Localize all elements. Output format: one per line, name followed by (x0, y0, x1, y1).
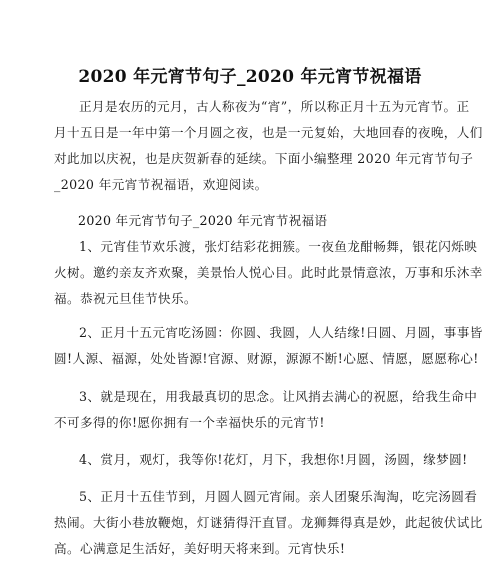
wish-line: 福。恭祝元旦佳节快乐。 (54, 291, 197, 306)
intro-line: _2020 年元宵节祝福语，欢迎阅读。 (54, 177, 268, 192)
wish-line: 2、正月十五元宵吃汤圆：你圆、我圆，人人结缘!日圆、月圆，事事皆 (79, 325, 483, 340)
wish-line: 3、就是现在，用我最真切的思念。让风捎去满心的祝愿，给我生命中 (79, 389, 478, 404)
section-heading: 2020 年元宵节句子_2020 年元宵节祝福语 (78, 213, 328, 228)
wish-line: 热闹。大街小巷放鞭炮，灯谜猜得汗直冒。龙狮舞得真是妙，此起彼伏试比 (54, 515, 483, 530)
wish-line: 1、元宵佳节欢乐渡，张灯结彩花拥簇。一夜鱼龙酣畅舞，银花闪烁映 (79, 239, 478, 254)
intro-paragraph (54, 94, 483, 198)
wish-item-2 (54, 320, 483, 372)
wish-line: 圆!人源、福源，处处皆源!官源、财源，源源不断!心愿、情愿，愿愿称心! (54, 351, 479, 366)
wish-item-3 (54, 384, 478, 436)
wish-item-1 (54, 234, 483, 312)
intro-line: 对此加以庆祝，也是庆贺新春的延续。下面小编整理 2020 年元宵节句子 (54, 151, 474, 166)
wish-line: 火树。邀约亲友齐欢聚，美景怡人悦心目。此时此景情意浓，万事和乐沐幸 (54, 265, 483, 280)
wish-item-5 (54, 484, 483, 562)
wish-item-4 (54, 447, 468, 473)
wish-line: 高。心满意足生活好，美好明天将来到。元宵快乐! (54, 541, 346, 556)
wish-line: 4、赏月，观灯，我等你!花灯，月下，我想你!月圆，汤圆，缘梦圆! (79, 452, 468, 467)
document-title: 2020 年元宵节句子_2020 年元宵节祝福语 (78, 67, 422, 87)
wish-line: 5、正月十五佳节到，月圆人圆元宵闹。亲人团聚乐淘淘，吃完汤圆看 (79, 489, 478, 504)
intro-line: 月十五日是一年中第一个月圆之夜，也是一元复始，大地回春的夜晚，人们 (54, 125, 483, 140)
intro-line: 正月是农历的元月，古人称夜为“宵”，所以称正月十五为元宵节。正 (79, 99, 470, 114)
wish-line: 不可多得的你!愿你拥有一个幸福快乐的元宵节! (54, 415, 325, 430)
